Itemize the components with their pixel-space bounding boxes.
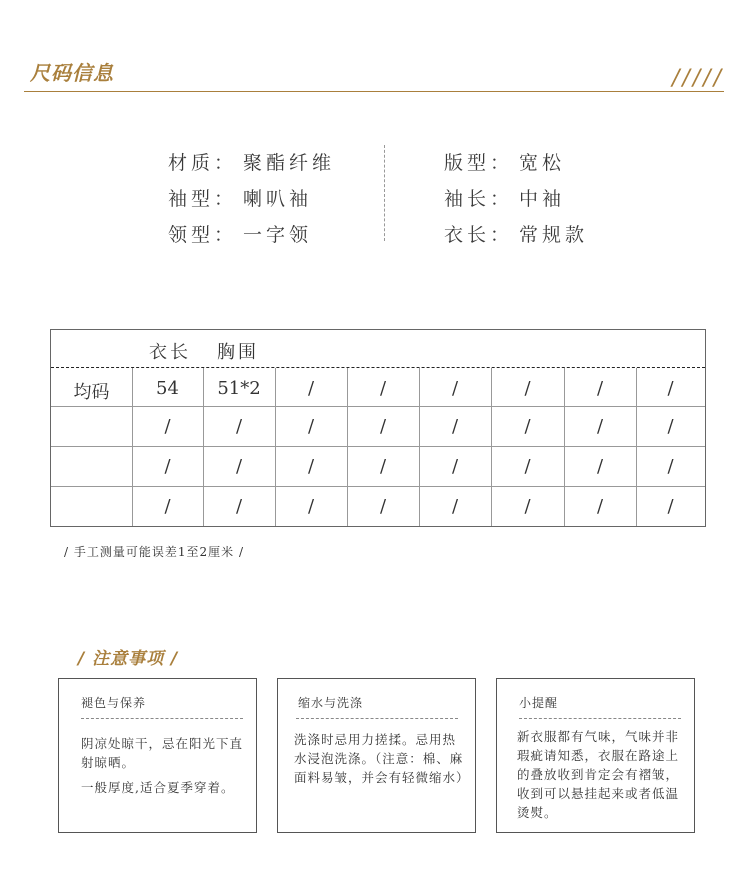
table-cell: / — [596, 416, 604, 437]
table-cell: / — [596, 456, 604, 477]
spec-value: 一字领 — [243, 224, 313, 246]
spec-material — [168, 148, 335, 175]
spec-value: 常规款 — [519, 224, 589, 246]
note-card-care — [58, 678, 257, 833]
spec-label: 材质： — [168, 152, 238, 174]
card-paragraph: 洗涤时忌用力搓揉。忌用热水浸泡洗涤。（注意：棉、麻面料易皱，并会有轻微缩水） — [294, 732, 470, 785]
spec-value: 中袖 — [519, 188, 566, 210]
table-cell: / — [235, 496, 243, 517]
table-cell: / — [667, 456, 674, 477]
table-row-divider — [51, 406, 705, 407]
spec-value: 聚酯纤维 — [243, 152, 336, 174]
table-cell: / — [667, 496, 674, 517]
table-cell: / — [307, 496, 315, 517]
table-cell: / — [164, 496, 171, 517]
spec-label: 衣长： — [444, 224, 514, 246]
spec-garment-length — [444, 220, 588, 247]
table-cell: / — [235, 456, 243, 477]
card-paragraph: 新衣服都有气味，气味并非瑕疵请知悉，衣服在路途上的叠放收到肯定会有褶皱，收到可以悬挂起来或者低温烫熨。 — [517, 729, 680, 820]
table-cell: / — [379, 416, 387, 437]
spec-collar-type — [168, 220, 312, 247]
table-row-divider — [51, 486, 705, 487]
table-cell: 54 — [156, 378, 179, 399]
table-cell: / — [451, 456, 459, 477]
spec-sleeve-type — [168, 184, 312, 211]
card-separator — [296, 718, 458, 719]
card-body — [81, 734, 246, 797]
table-cell: / — [235, 416, 243, 437]
table-cell: 51*2 — [217, 378, 261, 399]
table-cell: / — [524, 496, 531, 517]
table-cell: / — [524, 416, 531, 437]
note-card-reminder — [496, 678, 695, 833]
card-paragraph: 阴凉处晾干，忌在阳光下直射晾晒。 — [81, 736, 244, 770]
table-cell: / — [524, 378, 531, 399]
table-cell: / — [379, 456, 387, 477]
header-chest: 胸围 — [217, 342, 259, 363]
table-cell: / — [596, 378, 604, 399]
table-cell: / — [667, 416, 674, 437]
card-title: 缩水与洗涤 — [298, 696, 364, 710]
spec-sleeve-length — [444, 184, 565, 211]
table-cell: / — [524, 456, 531, 477]
table-row-divider — [51, 446, 705, 447]
table-cell: / — [307, 378, 315, 399]
note-card-washing — [277, 678, 476, 833]
header-underline — [24, 91, 724, 92]
table-cell: / — [451, 496, 459, 517]
table-cell: / — [596, 496, 604, 517]
table-cell: / — [164, 456, 171, 477]
table-row-label: 均码 — [73, 382, 110, 403]
spec-value: 喇叭袖 — [243, 188, 313, 210]
spec-fit — [444, 148, 565, 175]
spec-label: 领型： — [168, 224, 238, 246]
table-cell: / — [451, 378, 459, 399]
spec-label: 袖长： — [444, 188, 514, 210]
spec-label: 版型： — [444, 152, 514, 174]
notes-title: / 注意事项 / — [78, 649, 179, 669]
spec-divider — [384, 145, 385, 241]
measure-note: / 手工测量可能误差1至2厘米 / — [64, 545, 244, 559]
size-table — [50, 329, 706, 527]
card-title: 小提醒 — [519, 696, 559, 710]
table-cell: / — [379, 496, 387, 517]
card-paragraph: 一般厚度,适合夏季穿着。 — [81, 780, 235, 795]
spec-value: 宽松 — [519, 152, 566, 174]
table-cell: / — [307, 456, 315, 477]
card-separator — [519, 718, 681, 719]
card-title: 褪色与保养 — [81, 696, 147, 710]
card-body — [517, 727, 687, 822]
header-decoration: ///// — [671, 66, 724, 91]
section-title-size-info: 尺码信息 — [30, 61, 114, 85]
header-length: 衣长 — [149, 342, 191, 363]
spec-label: 袖型： — [168, 188, 238, 210]
table-cell: / — [164, 416, 171, 437]
table-cell: / — [307, 416, 315, 437]
table-cell: / — [667, 378, 674, 399]
table-cell: / — [451, 416, 459, 437]
card-body — [294, 730, 470, 787]
table-header — [51, 330, 705, 368]
table-cell: / — [379, 378, 387, 399]
card-separator — [81, 718, 243, 719]
